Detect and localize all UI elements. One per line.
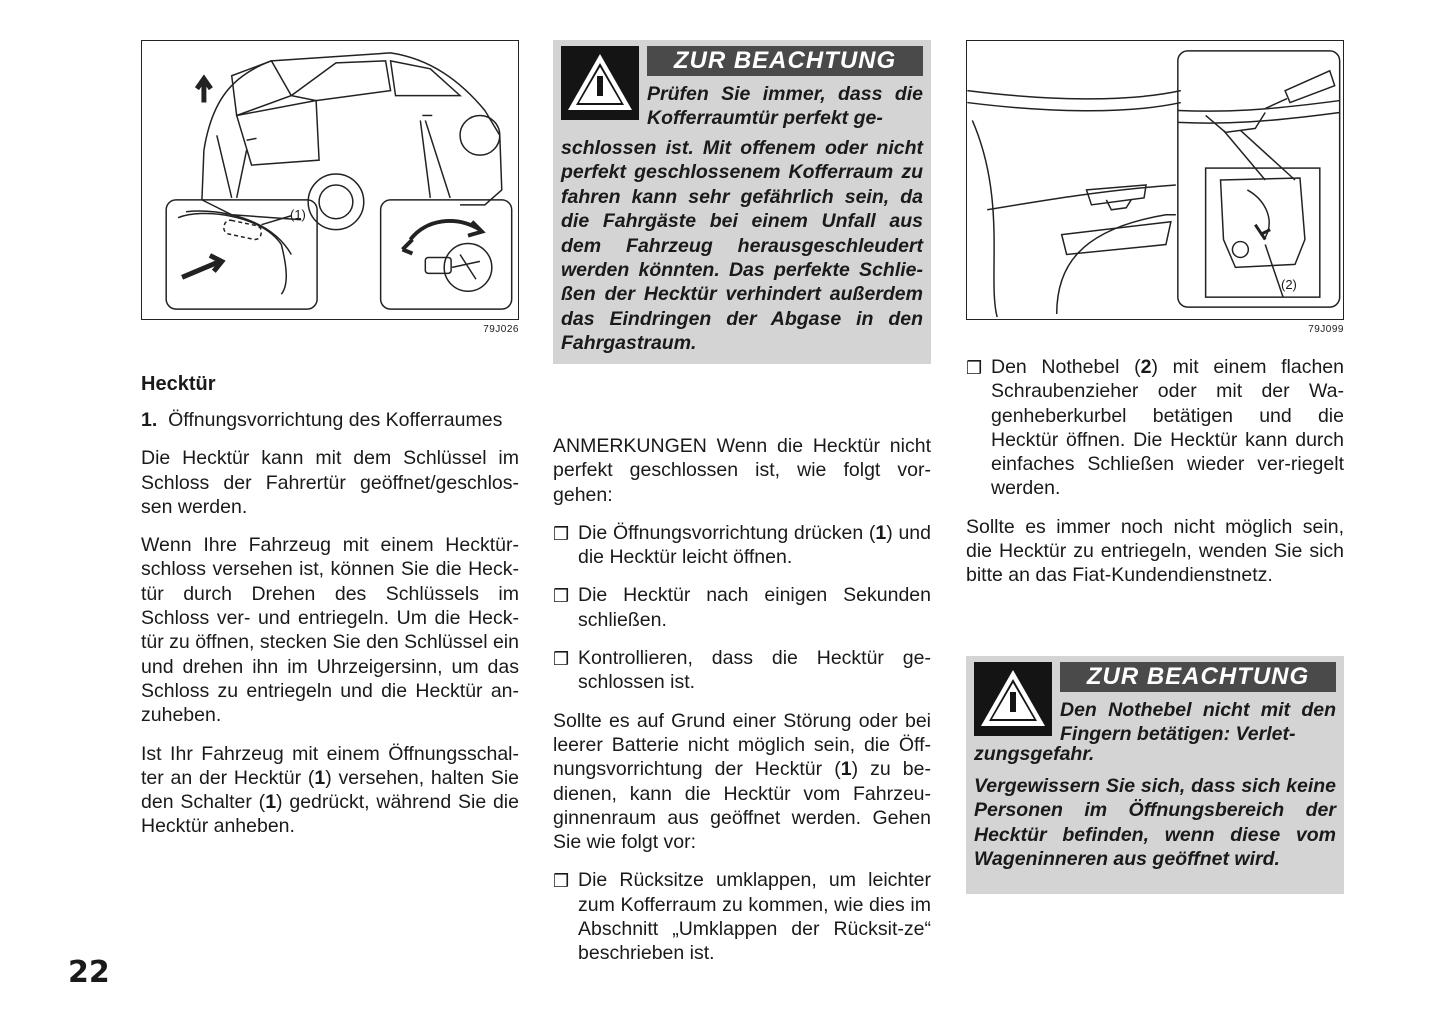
column-middle: [553, 40, 931, 980]
page-number: 22: [68, 955, 110, 990]
paragraph-fault: Sollte es auf Grund einer Störung oder bei leerer Batterie nicht möglich sein, die Öff-nungsvorrichtung der Hecktür (1) zu be-dienen, kann die Hecktür vom Fahrzeu-ginnenraum aus geöffnet werden. Gehen Sie wie folgt vor:: [553, 709, 931, 854]
figure-code: 79J026: [483, 324, 519, 335]
figure-code-2: 79J099: [1308, 324, 1344, 335]
step-1: ❒ Die Öffnungsvorrichtung drücken (1) und die Hecktür leicht öffnen.: [553, 521, 931, 569]
paragraph-3: Ist Ihr Fahrzeug mit einem Öffnungsschal-ter an der Hecktür (1) versehen, halten Sie den Schalter (1) gedrückt, während Sie die Hecktür anheben.: [141, 742, 519, 838]
warning-text-head: Prüfen Sie immer, dass die Kofferraumtür perfekt ge-: [647, 83, 923, 130]
warning-triangle-icon-2: [974, 662, 1052, 736]
warning-title: ZUR BEACHTUNG: [647, 46, 923, 76]
step-emergency-lever: ❒ Den Nothebel (2) mit einem flachen Schraubenzieher oder mit der Wa-genheberkurbel betätigen und die Hecktür öffnen. Die Hecktür kann durch einfaches Schließen wieder ver-riegelt werden.: [966, 356, 1344, 500]
numbered-item: 1. Öffnungsvorrichtung des Kofferraumes: [141, 409, 503, 431]
warning-box-2: [966, 656, 1344, 894]
note-intro: ANMERKUNGEN Wenn die Hecktür nicht perfekt geschlossen ist, wie folgt vor-gehen:: [553, 435, 931, 506]
warning-text-body: schlossen ist. Mit offenem oder nicht perfekt geschlossenem Kofferraum zu fahren kann sehr gefährlich sein, da die Fahrgäste bei einem Unfall aus dem Fahrzeug herausgeschleudert werden könnten. Das perfekte Schlie-ßen der Hecktür verhindert außerdem das Eindringen der Abgase in den Fahrgastraum.: [561, 137, 923, 355]
warning-title-2: ZUR BEACHTUNG: [1060, 662, 1336, 692]
column-left: [141, 40, 519, 853]
warning-triangle-icon: [561, 46, 639, 120]
step-2: ❒ Die Hecktür nach einigen Sekunden schließen.: [553, 584, 931, 631]
warning-box-1: [553, 40, 931, 364]
warning-text-head-2: Den Nothebel nicht mit den Fingern betätigen: Verlet-: [1060, 698, 1336, 746]
paragraph-2: Wenn Ihre Fahrzeug mit einem Hecktür-schloss versehen ist, können Sie die Heck-tür durch Drehen des Schlüssels im Schloss ver- und entriegeln. Um die Heck-tür zu öffnen, stecken Sie den Schlüssel ein und drehen ihn im Uhrzeigersinn, um das Schloss zu entriegeln und die Hecktür an-zuheben.: [141, 534, 519, 727]
figure-car-tailgate: [141, 40, 519, 320]
car-tailgate-illustration: [142, 41, 518, 319]
paragraph-1: Die Hecktür kann mit dem Schlüssel im Schloss der Fahrertür geöffnet/geschlos-sen werden.: [141, 447, 519, 518]
figure-emergency-lever: [966, 40, 1344, 320]
step-seats: ❒ Die Rücksitze umklappen, um leichter zum Kofferraum zu kommen, wie dies im Abschnitt „Umklappen der Rücksit-ze“ beschrieben ist.: [553, 869, 931, 965]
callout-1-label: (1): [290, 207, 306, 222]
warning-text-body-2a: zungsgefahr.: [974, 742, 1095, 765]
column-right: [966, 40, 1344, 894]
paragraph-service: Sollte es immer noch nicht möglich sein, die Hecktür zu entriegeln, wenden Sie sich bitte an das Fiat-Kundendienstnetz.: [966, 515, 1344, 587]
section-heading: Hecktür: [141, 373, 216, 395]
step-3: ❒ Kontrollieren, dass die Hecktür ge-schlossen ist.: [553, 647, 931, 694]
warning-text-body-2b: Vergewissern Sie sich, dass sich keine Personen im Öffnungsbereich der Hecktür befinden, wenn diese vom Wageninneren aus geöffnet wird.: [974, 775, 1336, 871]
callout-2-label: (2): [1281, 277, 1297, 292]
